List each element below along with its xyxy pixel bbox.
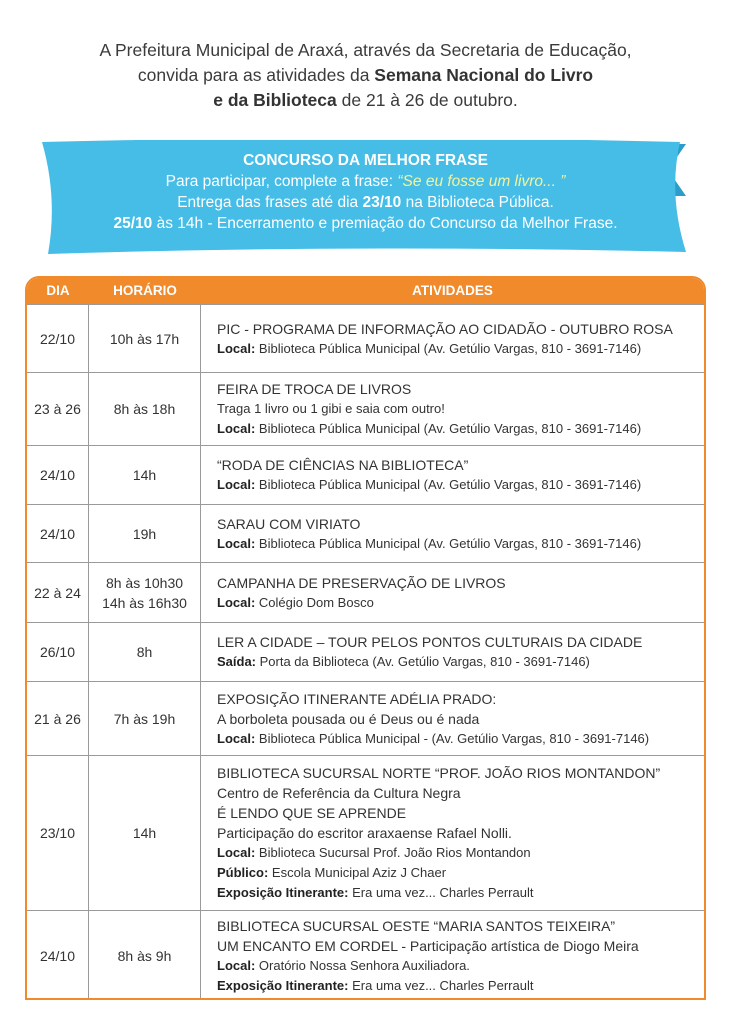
- contest-line-4-text: às 14h - Encerramento e premiação do Concurso da Melhor Frase.: [152, 215, 618, 232]
- intro-line-2: [30, 63, 701, 88]
- horario-line: 14h: [132, 825, 157, 841]
- contest-title: CONCURSO DA MELHOR FRASE: [243, 152, 488, 169]
- cell-dia: 24/10: [27, 911, 89, 1000]
- cell-horario: [89, 756, 201, 910]
- detail-value: Era uma vez... Charles Perrault: [348, 977, 534, 993]
- cell-atividades: [201, 756, 704, 910]
- schedule-table: [25, 276, 706, 1000]
- activity-title: CAMPANHA DE PRESERVAÇÃO DE LIVROS: [217, 574, 506, 591]
- table-row: [27, 910, 704, 1000]
- table-row: [27, 372, 704, 445]
- contest-line-2-text: Para participar, complete a frase:: [165, 173, 398, 190]
- activity-detail: [217, 843, 660, 863]
- activity-title: LER A CIDADE – TOUR PELOS PONTOS CULTURAIS DA CIDADE: [217, 634, 643, 650]
- cell-atividades: [201, 682, 704, 755]
- cell-dia: 24/10: [27, 446, 89, 504]
- activity-title: EXPOSIÇÃO ITINERANTE ADÉLIA PRADO:: [217, 690, 497, 707]
- activity-detail: [217, 729, 649, 749]
- contest-line-2: [40, 171, 691, 192]
- detail-value: Era uma vez... Charles Perrault: [348, 885, 534, 900]
- table-row: [27, 622, 704, 681]
- header-dia: DIA: [46, 283, 70, 298]
- cell-horario: [89, 682, 201, 755]
- cell-atividades: [201, 446, 704, 504]
- activity-title: Centro de Referência da Cultura Negra: [217, 785, 461, 801]
- cell-horario: [89, 911, 201, 1000]
- detail-value: Biblioteca Pública Municipal - (Av. Getúlio Vargas, 810 - 3691-7146): [255, 730, 650, 746]
- activity-detail: [217, 863, 660, 883]
- contest-line-3-end: na Biblioteca Pública.: [401, 194, 554, 211]
- cell-horario: [89, 446, 201, 504]
- contest-line-4-bold: 25/10: [113, 215, 153, 232]
- cell-horario: [89, 305, 201, 372]
- horario-line: 8h às 18h: [113, 401, 176, 417]
- cell-dia: 22/10: [27, 305, 89, 372]
- table-row: [27, 445, 704, 504]
- horario-line: 14h às 16h30: [102, 594, 187, 611]
- detail-value: Colégio Dom Bosco: [255, 594, 374, 610]
- activity-title: BIBLIOTECA SUCURSAL OESTE “MARIA SANTOS TEIXEIRA”: [217, 917, 616, 934]
- cell-atividades: [201, 563, 704, 622]
- cell-horario: [89, 373, 201, 445]
- detail-value: Biblioteca Pública Municipal (Av. Getúlio Vargas, 810 - 3691-7146): [255, 477, 642, 492]
- activity-title: A borboleta pousada ou é Deus ou é nada: [217, 710, 480, 727]
- detail-label: Exposição Itinerante:: [217, 885, 349, 900]
- detail-label: Local:: [217, 957, 256, 973]
- horario-line: 8h às 9h: [117, 947, 172, 964]
- horario-line: 8h: [136, 644, 153, 660]
- intro-line-2-bold: Semana Nacional do Livro: [374, 65, 594, 85]
- detail-label: Local:: [217, 477, 256, 492]
- intro-text: [30, 38, 701, 113]
- header-atividades: ATIVIDADES: [412, 283, 493, 298]
- detail-label: Local:: [217, 594, 256, 610]
- activity-title: PIC - PROGRAMA DE INFORMAÇÃO AO CIDADÃO - OUTUBRO ROSA: [217, 320, 673, 337]
- detail-value: Porta da Biblioteca (Av. Getúlio Vargas, 810 - 3691-7146): [256, 654, 590, 669]
- detail-label: Público:: [217, 865, 269, 880]
- cell-horario: [89, 563, 201, 622]
- activity-title: Participação do escritor araxaense Rafael Nolli.: [217, 825, 512, 841]
- intro-line-2-text: convida para as atividades da: [137, 65, 375, 85]
- activity-detail: [217, 593, 506, 613]
- cell-atividades: [201, 623, 704, 681]
- activity-title: “RODA DE CIÊNCIAS NA BIBLIOTECA”: [217, 457, 469, 473]
- intro-line-3: [30, 88, 701, 113]
- table-row: [27, 681, 704, 755]
- activity-detail: [217, 883, 660, 903]
- cell-atividades: [201, 505, 704, 562]
- detail-label: Saída:: [217, 654, 257, 669]
- contest-line-4: [40, 213, 691, 234]
- activity-note: Traga 1 livro ou 1 gibi e saia com outro!: [217, 401, 445, 416]
- detail-label: Local:: [217, 421, 256, 436]
- detail-label: Local:: [217, 730, 256, 746]
- activity-detail: [217, 956, 639, 976]
- detail-value: Biblioteca Pública Municipal (Av. Getúlio Vargas, 810 - 3691-7146): [255, 340, 642, 356]
- detail-label: Local:: [217, 845, 256, 860]
- detail-value: Escola Municipal Aziz J Chaer: [268, 865, 447, 880]
- table-row: [27, 755, 704, 910]
- intro-line-1: A Prefeitura Municipal de Araxá, através da Secretaria de Educação,: [99, 40, 632, 60]
- detail-value: Biblioteca Sucursal Prof. João Rios Montandon: [255, 845, 531, 860]
- cell-dia: 24/10: [27, 505, 89, 562]
- cell-dia: 21 à 26: [27, 682, 89, 755]
- contest-ribbon: [40, 140, 691, 256]
- activity-title: BIBLIOTECA SUCURSAL NORTE “PROF. JOÃO RIOS MONTANDON”: [217, 765, 661, 781]
- activity-title: SARAU COM VIRIATO: [217, 515, 361, 532]
- cell-dia: 23/10: [27, 756, 89, 910]
- horario-line: 7h às 19h: [113, 710, 176, 727]
- contest-line-3-text: Entrega das frases até dia: [177, 194, 363, 211]
- table-row: [27, 562, 704, 622]
- detail-label: Exposição Itinerante:: [217, 977, 349, 993]
- activity-detail: [217, 419, 641, 439]
- contest-line-3: [40, 192, 691, 213]
- activity-detail: [217, 475, 641, 495]
- cell-dia: 22 à 24: [27, 563, 89, 622]
- table-row: [27, 304, 704, 372]
- activity-detail: [217, 652, 642, 672]
- cell-atividades: [201, 911, 704, 1000]
- activity-title: FEIRA DE TROCA DE LIVROS: [217, 381, 412, 397]
- contest-text: [40, 150, 691, 234]
- activity-detail: [217, 976, 639, 996]
- horario-line: 10h às 17h: [109, 330, 180, 347]
- horario-line: 19h: [132, 525, 157, 542]
- detail-value: Oratório Nossa Senhora Auxiliadora.: [255, 957, 470, 973]
- table-row: [27, 504, 704, 562]
- intro-line-3-bold: e da Biblioteca: [213, 90, 337, 110]
- cell-atividades: [201, 373, 704, 445]
- cell-horario: [89, 623, 201, 681]
- horario-line: 14h: [132, 467, 157, 483]
- contest-line-3-bold: 23/10: [362, 194, 402, 211]
- activity-title: UM ENCANTO EM CORDEL - Participação artística de Diogo Meira: [217, 937, 639, 954]
- cell-horario: [89, 505, 201, 562]
- detail-label: Local:: [217, 340, 256, 356]
- cell-atividades: [201, 305, 704, 372]
- intro-line-3-text: de 21 à 26 de outubro.: [336, 90, 518, 110]
- table-header: [27, 278, 704, 304]
- detail-label: Local:: [217, 535, 256, 551]
- activity-detail: [217, 534, 641, 554]
- cell-dia: 23 à 26: [27, 373, 89, 445]
- cell-dia: 26/10: [27, 623, 89, 681]
- activity-title: É LENDO QUE SE APRENDE: [217, 805, 407, 821]
- activity-detail: [217, 339, 673, 359]
- header-horario: HORÁRIO: [113, 283, 177, 298]
- detail-value: Biblioteca Pública Municipal (Av. Getúlio Vargas, 810 - 3691-7146): [255, 421, 642, 436]
- contest-quote: “Se eu fosse um livro... ”: [397, 173, 566, 190]
- horario-line: 8h às 10h30: [105, 574, 184, 591]
- detail-value: Biblioteca Pública Municipal (Av. Getúlio Vargas, 810 - 3691-7146): [255, 535, 642, 551]
